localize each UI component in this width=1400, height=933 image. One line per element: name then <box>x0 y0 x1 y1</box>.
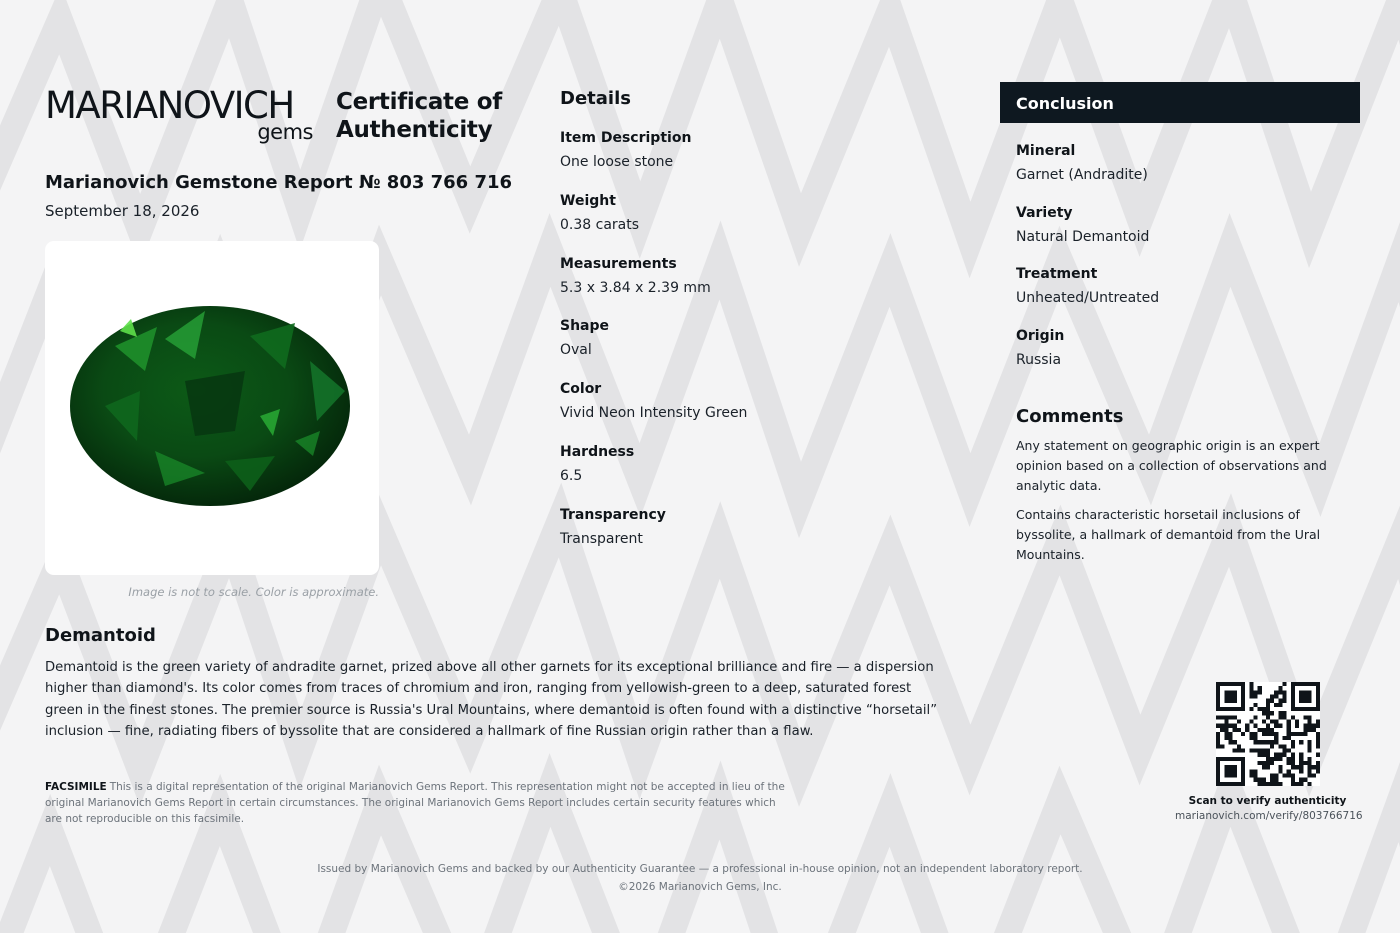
demantoid-section <box>45 625 945 742</box>
field-label: Weight <box>560 192 616 209</box>
brand-sub: gems <box>257 120 313 144</box>
detail-item-description <box>560 129 920 192</box>
field-value: Unheated/Untreated <box>1016 290 1160 306</box>
field-value: 5.3 x 3.84 x 2.39 mm <box>560 279 711 296</box>
field-value: One loose stone <box>560 154 674 170</box>
details-section <box>560 88 920 569</box>
brand-logo <box>45 82 315 148</box>
qr-code-icon[interactable] <box>1216 682 1320 786</box>
field-value: Transparent <box>560 530 643 547</box>
demantoid-description: Demantoid is the green variety of andradite garnet, prized above all other garnets for its exceptional brilliance and fire — a dispersion higher than diamond's. Its color comes from traces of chromium and iron, ranging from yellowish-green to a deep, saturated forest green in the finest stones. The premier source is Russia's Ural Mountains, where demantoid is often found with a distinctive “horsetail” inclusion — fine, radiating fibers of byssolite that are considered a hallmark of fine Russian origin rather than a flaw. <box>45 660 938 739</box>
certificate-title: Certificate of Authenticity <box>336 89 502 143</box>
footer-issued-note: Issued by Marianovich Gems and backed by our Authenticity Guarantee — a professional in-house opinion, not an independent laboratory report. <box>317 863 1083 875</box>
field-value: 0.38 carats <box>560 216 640 233</box>
comments-heading: Comments <box>1016 406 1124 427</box>
field-value: Vivid Neon Intensity Green <box>560 405 748 422</box>
demantoid-heading: Demantoid <box>45 625 156 646</box>
detail-hardness <box>560 443 920 506</box>
footer <box>0 860 1400 896</box>
field-label: Color <box>560 381 602 398</box>
conclusion-section <box>1016 142 1356 388</box>
field-label: Variety <box>1016 204 1073 221</box>
comments-section <box>1016 406 1356 574</box>
comment-paragraph: Any statement on geographic origin is an expert opinion based on a collection of observations and analytic data. <box>1016 438 1327 493</box>
details-heading: Details <box>560 88 631 109</box>
field-label: Transparency <box>560 506 666 523</box>
field-value: Russia <box>1016 351 1062 368</box>
conclusion-variety <box>1016 204 1356 266</box>
facsimile-notice <box>45 779 785 827</box>
report-date: September 18, 2026 <box>45 202 200 220</box>
conclusion-mineral <box>1016 142 1356 204</box>
facsimile-text: This is a digital representation of the original Marianovich Gems Report. This representation might not be accepted in lieu of the original Marianovich Gems Report in certain circumstances. The original Marianovich Gems Report includes certain security features which are not reproducible on this facsimile. <box>45 781 785 825</box>
image-caption: Image is not to scale. Color is approximate. <box>128 585 379 599</box>
detail-color <box>560 380 920 443</box>
footer-copyright: ©2026 Marianovich Gems, Inc. <box>618 881 782 893</box>
brand-name: MARIANOVICH <box>45 84 294 127</box>
field-value: Oval <box>560 342 592 359</box>
field-label: Mineral <box>1016 143 1076 159</box>
detail-transparency <box>560 506 920 569</box>
field-value: 6.5 <box>560 467 583 484</box>
field-value: Natural Demantoid <box>1016 228 1150 245</box>
report-title: Marianovich Gemstone Report № 803 766 716 <box>45 172 513 193</box>
field-label: Hardness <box>560 443 635 460</box>
conclusion-heading: Conclusion <box>1000 82 1360 123</box>
comment-paragraph: Contains characteristic horsetail inclusions of byssolite, a hallmark of demantoid from the Ural Mountains. <box>1016 507 1321 562</box>
field-label: Treatment <box>1016 266 1098 282</box>
verify-label: Scan to verify authenticity <box>1188 795 1347 807</box>
facsimile-label: FACSIMILE <box>45 781 107 793</box>
field-label: Item Description <box>560 130 692 146</box>
field-label: Origin <box>1016 327 1065 344</box>
detail-weight <box>560 192 920 255</box>
conclusion-treatment <box>1016 265 1356 327</box>
gem-image-card <box>45 241 379 575</box>
detail-shape <box>560 317 920 380</box>
gem-image <box>45 241 379 575</box>
detail-measurements <box>560 255 920 318</box>
field-label: Shape <box>560 318 610 335</box>
verify-url-link[interactable]: marianovich.com/verify/803766716 <box>1175 810 1363 822</box>
field-value: Garnet (Andradite) <box>1016 167 1148 183</box>
conclusion-origin <box>1016 327 1356 389</box>
field-label: Measurements <box>560 255 677 272</box>
verify-block[interactable] <box>1175 682 1363 822</box>
